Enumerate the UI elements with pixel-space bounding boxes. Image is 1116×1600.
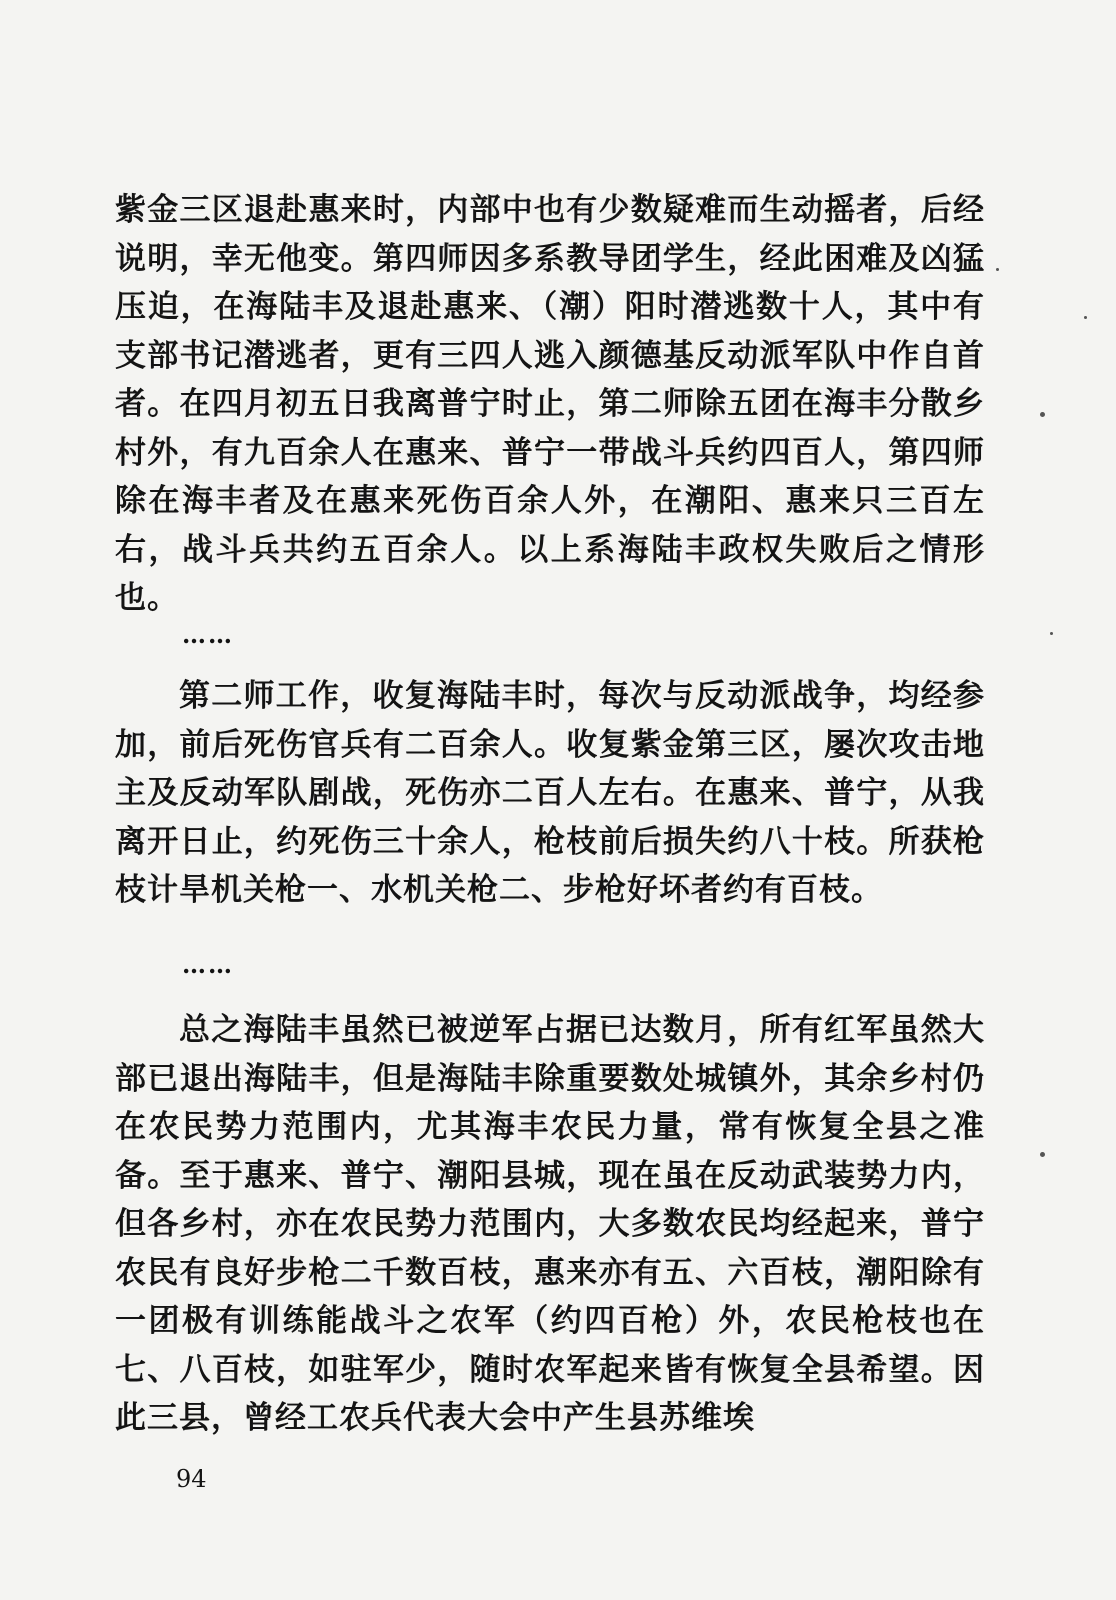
- scan-speck: [1040, 412, 1045, 417]
- ellipsis-separator-1: ……: [182, 620, 234, 649]
- paragraph-text-1: 紫金三区退赴惠来时，内部中也有少数疑难而生动摇者，后经说明，幸无他变。第四师因多系教导团学生，经此困难及凶猛压迫，在海陆丰及退赴惠来、（潮）阳时潜逃数十人，其中有支部书记潜逃者，更有三四人逃入颜德基反动派军队中作自首者。在四月初五日我离普宁时止，第二师除五团在海丰分散乡村外，有九百余人在惠来、普宁一带战斗兵约四百人，第四师除在海丰者及在惠来死伤百余人外，在潮阳、惠来只三百左右，战斗兵共约五百余人。以上系海陆丰政权失败后之情形也。: [115, 192, 985, 616]
- paragraph-text-3: 总之海陆丰虽然已被逆军占据已达数月，所有红军虽然大部已退出海陆丰，但是海陆丰除重要数处城镇外，其余乡村仍在农民势力范围内，尤其海丰农民力量，常有恢复全县之准备。至于惠来、普宁、潮阳县城，现在虽在反动武装势力内，但各乡村，亦在农民势力范围内，大多数农民均经起来，普宁农民有良好步枪二千数百枝，惠来亦有五、六百枝，潮阳除有一团极有训练能战斗之农军（约四百枪）外，农民枪枝也在七、八百枝，如驻军少，随时农军起来皆有恢复全县希望。因此三县，曾经工农兵代表大会中产生县苏维埃: [115, 1012, 985, 1436]
- paragraph-continued: [115, 186, 985, 623]
- page-number: 94: [176, 1465, 207, 1493]
- scan-speck: [1050, 632, 1053, 635]
- scan-speck: [1040, 1152, 1045, 1157]
- ellipsis-separator-2: ……: [182, 950, 234, 979]
- paragraph-second-division: [115, 672, 985, 915]
- paragraph-text-2: 第二师工作，收复海陆丰时，每次与反动派战争，均经参加，前后死伤官兵有二百余人。收复紫金第三区，屡次攻击地主及反动军队剧战，死伤亦二百人左右。在惠来、普宁，从我离开日止，约死伤三十余人，枪枝前后损失约八十枝。所获枪枝计旱机关枪一、水机关枪二、步枪好坏者约有百枝。: [115, 678, 985, 908]
- paragraph-summary: [115, 1006, 985, 1443]
- scan-speck: [996, 268, 999, 271]
- scan-speck: [1084, 316, 1087, 319]
